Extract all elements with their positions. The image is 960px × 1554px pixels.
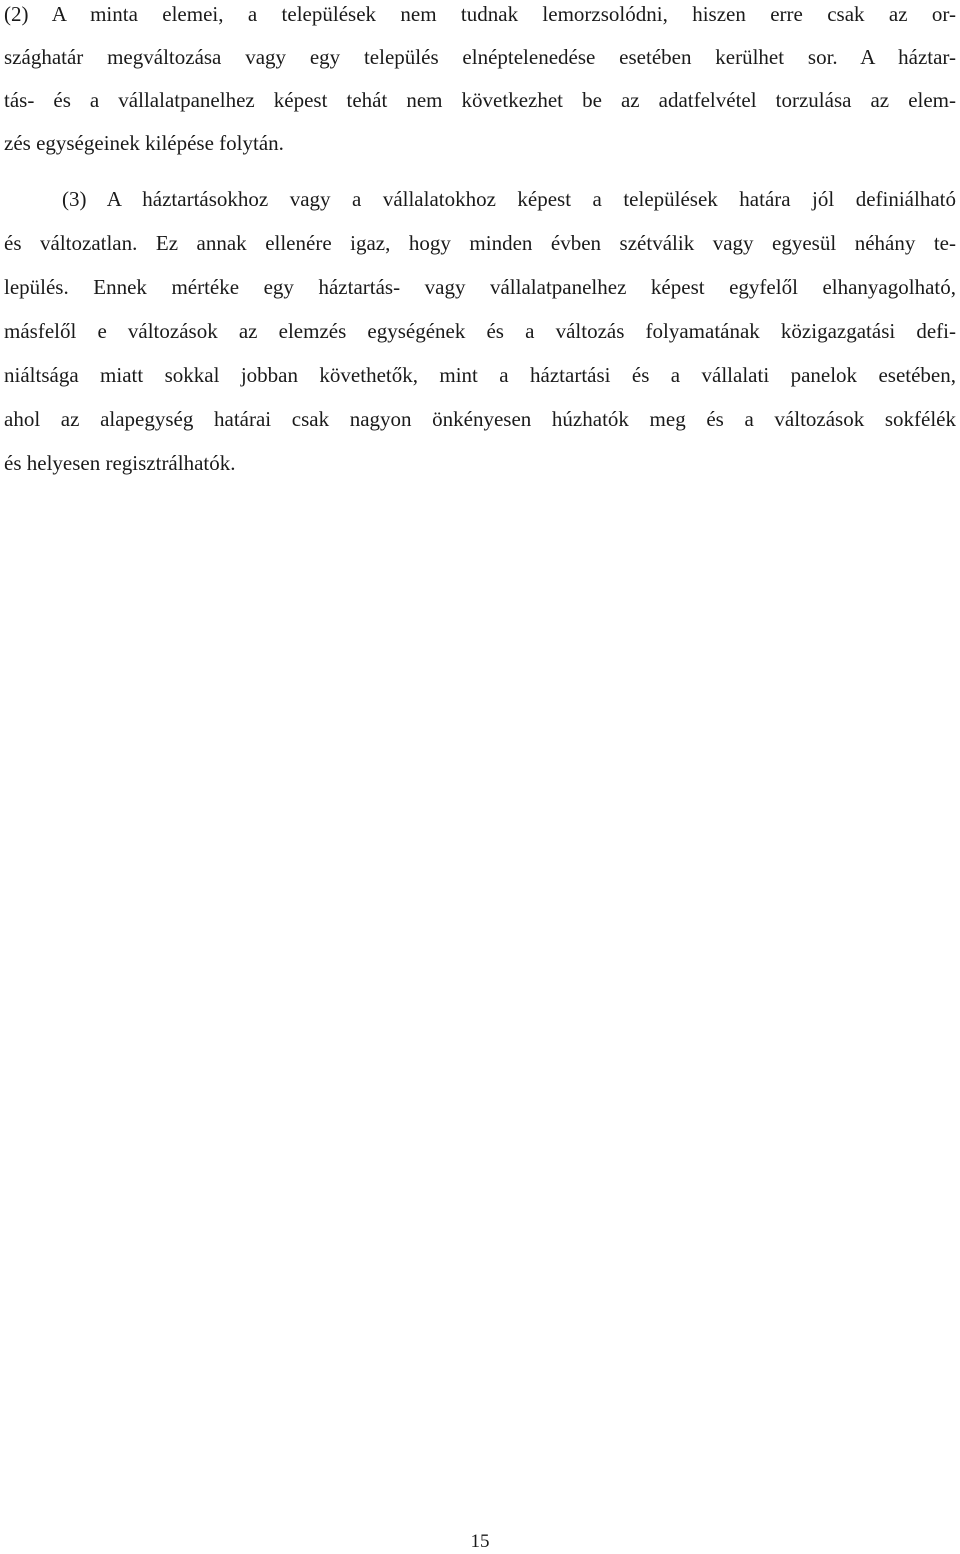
paragraph-line: és változatlan. Ez annak ellenére igaz, hogy minden évben szétválik vagy egyesül néhány te-	[4, 231, 956, 255]
page-number: 15	[470, 1531, 490, 1552]
paragraph-line: szághatár megváltozása vagy egy település elnéptelenedése esetében kerülhet sor. A háztar-	[4, 45, 956, 69]
paragraph-line: zés egységeinek kilépése folytán.	[4, 131, 284, 155]
paragraph-line: (3) A háztartásokhoz vagy a vállalatokhoz képest a települések határa jól definiálható	[62, 187, 956, 211]
paragraph-line: lepülés. Ennek mértéke egy háztartás- vagy vállalatpanelhez képest egyfelől elhanyagolható,	[4, 275, 956, 299]
paragraph-line: niáltsága miatt sokkal jobban követhetők, mint a háztartási és a vállalati panelok esetében,	[4, 363, 956, 387]
paragraph-line: (2) A minta elemei, a települések nem tudnak lemorzsolódni, hiszen erre csak az or-	[4, 2, 956, 26]
paragraph-line: tás- és a vállalatpanelhez képest tehát nem következhet be az adatfelvétel torzulása az elem-	[4, 88, 956, 112]
paragraph-line: és helyesen regisztrálhatók.	[4, 451, 236, 475]
paragraph-line: másfelől e változások az elemzés egységének és a változás folyamatának közigazgatási defi-	[4, 319, 956, 343]
paragraph-line: ahol az alapegység határai csak nagyon önkényesen húzhatók meg és a változások sokfélék	[4, 407, 956, 431]
